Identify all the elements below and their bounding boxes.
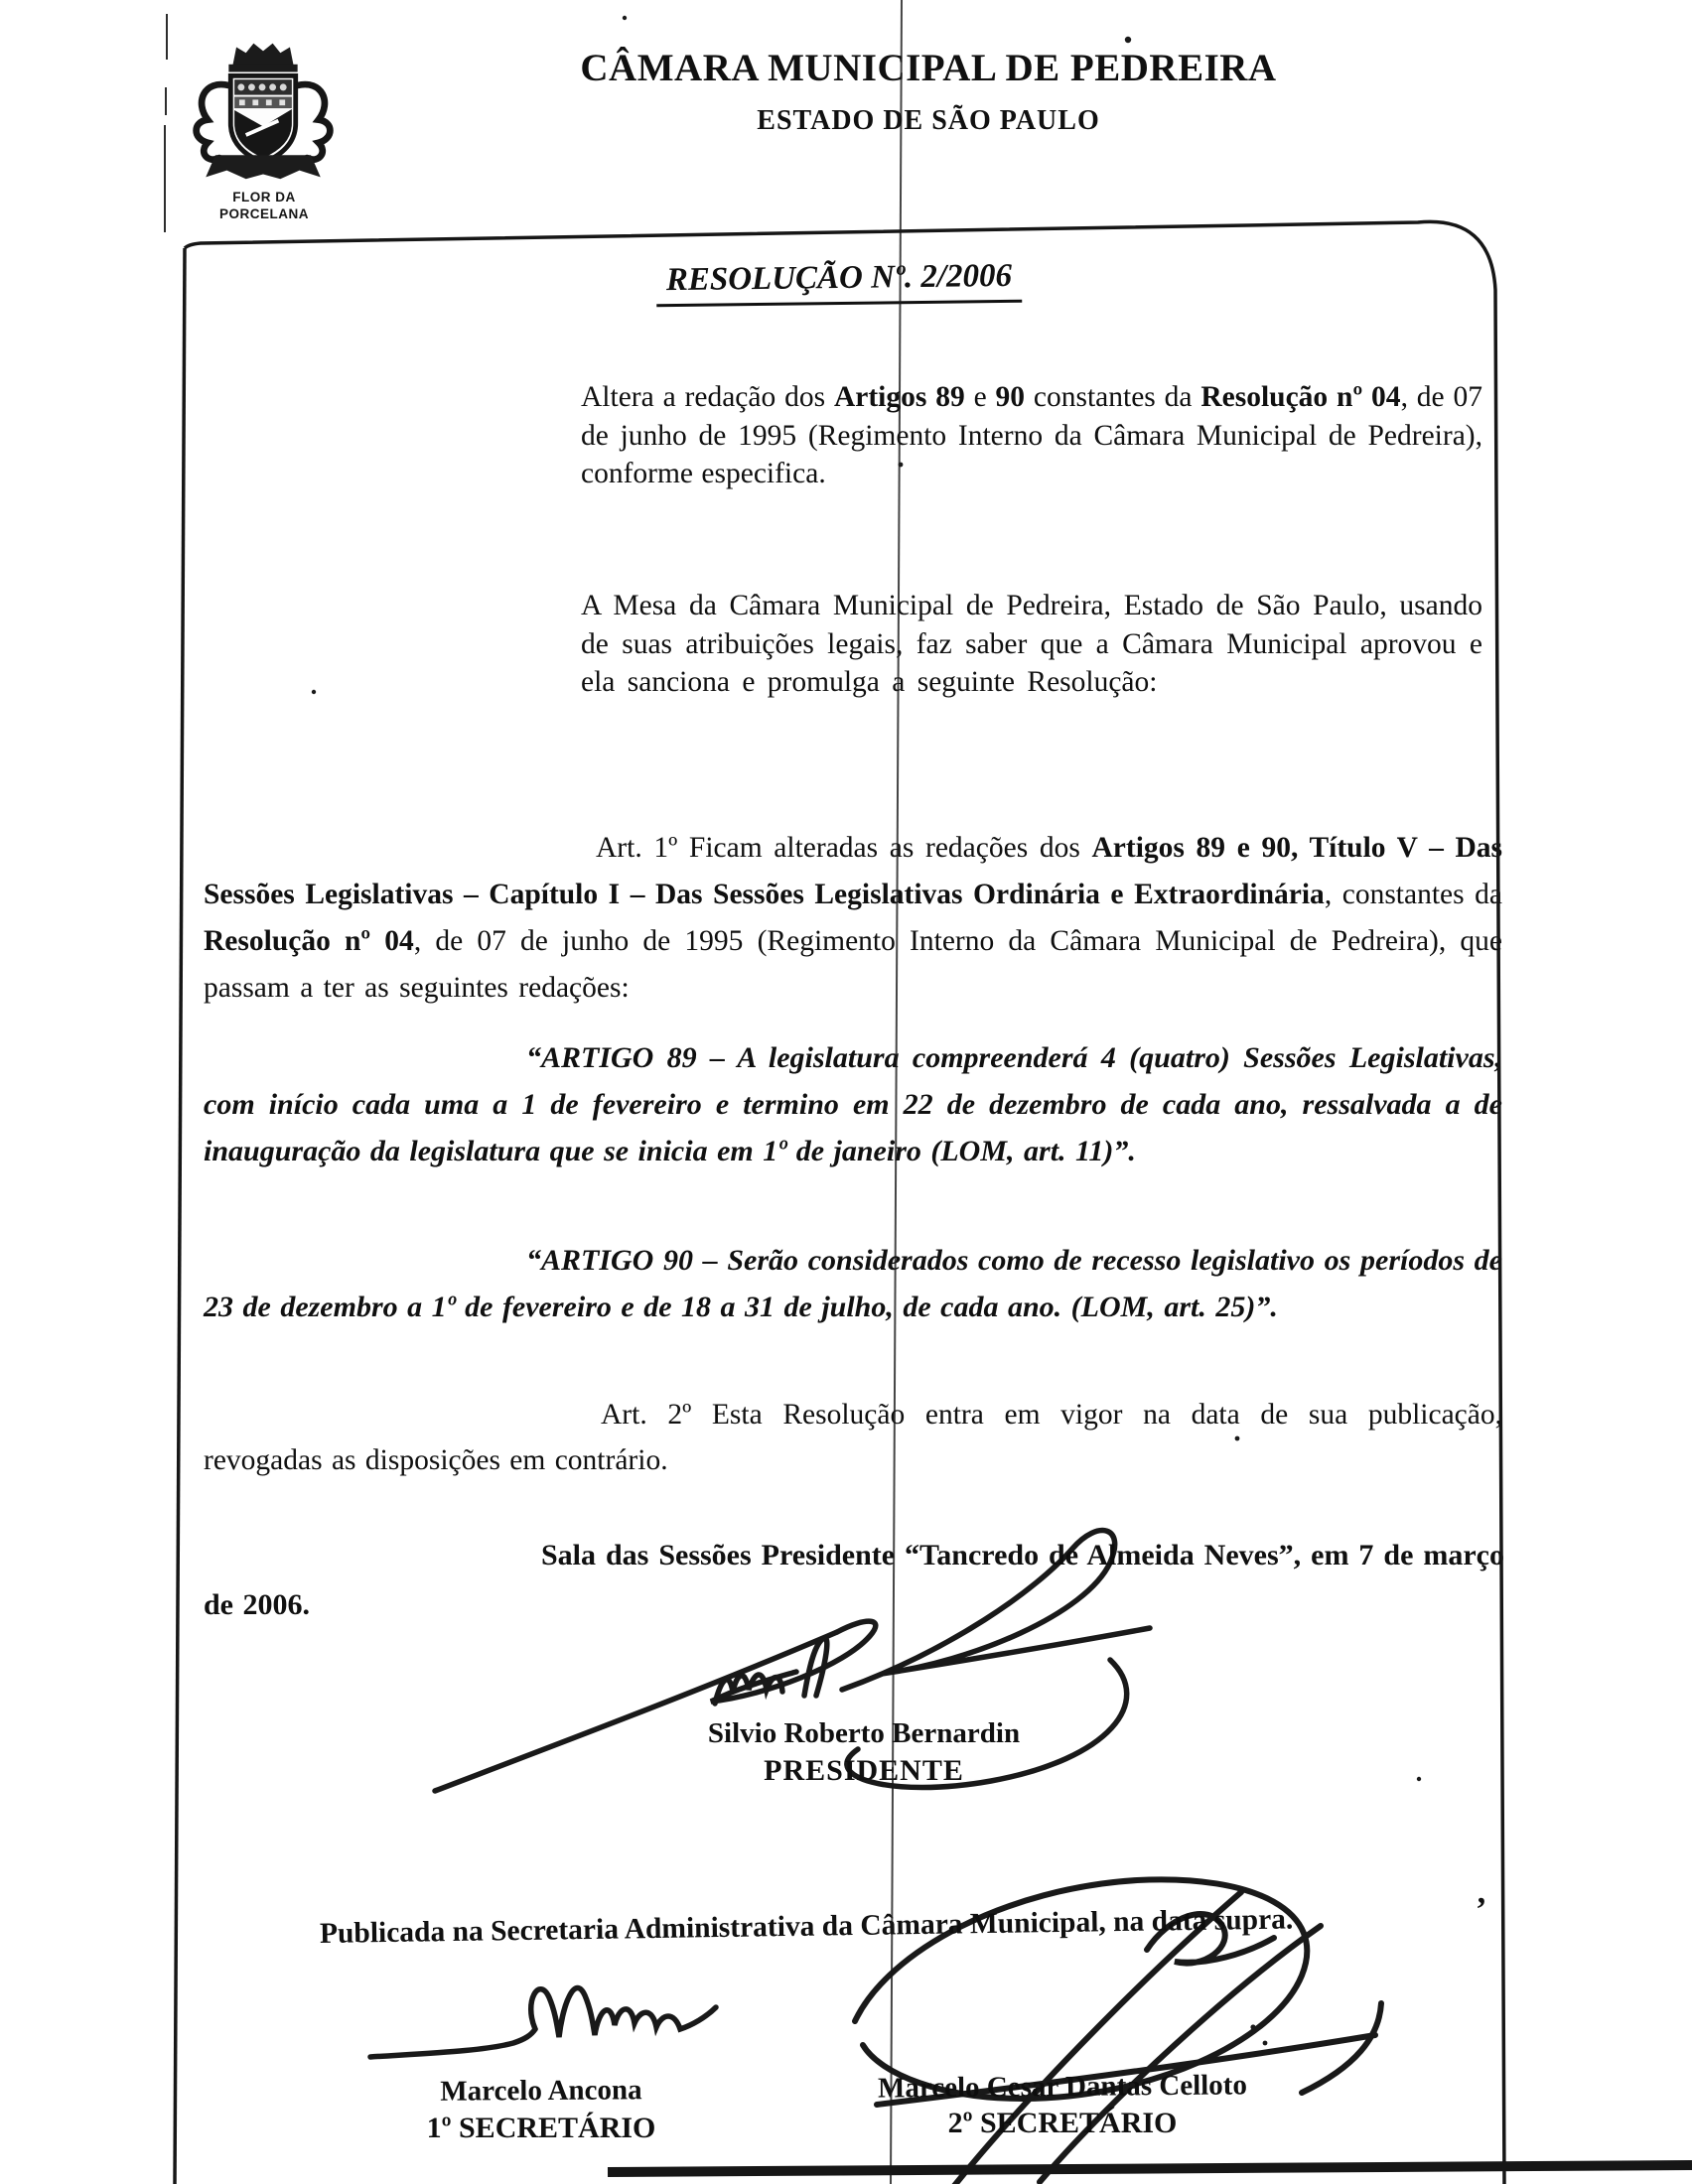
resolution-summary: Altera a redação dos Artigos 89 e 90 constantes da Resolução nº 04, de 07 de junho de 1995 (Regimento Interno da Câmara Municipal de Pedreira), conforme especifica. — [581, 381, 1483, 489]
preamble-paragraph: A Mesa da Câmara Municipal de Pedreira, Estado de São Paulo, usando de suas atribuições legais, faz saber que a Câmara Municipal aprovou e ela sanciona e promulga a seguinte Resolução: — [581, 590, 1482, 698]
crest-motto-line2: PORCELANA — [218, 206, 309, 221]
secretary1-role: 1º SECRETÁRIO — [426, 2112, 656, 2144]
secretary2-role: 2º SECRETÁRIO — [947, 2107, 1178, 2139]
article-1-paragraph: Art. 1º Ficam alteradas as redações dos Artigos 89 e 90, Título V – Das Sessões Legislativas – Capítulo I – Das Sessões Legislativas Ordinária e Extraordinária, constantes da Resolução nº 04, de 07 de junho de 1995 (Regimento Interno da Câmara Municipal de Pedreira), que passam a ter as seguintes redações: — [204, 832, 1503, 1004]
organization-name: CÂMARA MUNICIPAL DE PEDREIRA — [580, 47, 1277, 89]
article-2-paragraph: Art. 2º Esta Resolução entra em vigor na data de sua publicação, revogadas as disposições em contrário. — [204, 1399, 1502, 1476]
president-name: Silvio Roberto Bernardin — [707, 1717, 1021, 1749]
crest-motto-line1: FLOR DA — [232, 190, 296, 205]
resolution-title: RESOLUÇÃO Nº. 2/2006 — [556, 257, 1123, 309]
session-hall-line: Sala das Sessões Presidente “Tancredo de Almeida Neves”, em 7 de março de 2006. — [204, 1539, 1504, 1621]
secretary1-signature — [362, 1966, 770, 2080]
stray-ink-mark: ’ — [1476, 1891, 1487, 1928]
article-90-quote: “ARTIGO 90 – Serão considerados como de recesso legislativo os períodos de 23 de dezembro a 1º de fevereiro e de 18 a 31 de julho, de cada ano. (LOM, art. 25)”. — [204, 1244, 1502, 1323]
crest-motto — [175, 189, 353, 222]
article-89-quote: “ARTIGO 89 – A legislatura compreenderá 4 (quatro) Sessões Legislativas, com início cada uma a 1 de fevereiro e termino em 22 de dezembro de cada ano, ressalvada a de inauguração da legislatura que se inicia em 1º de janeiro (LOM, art. 11)”. — [204, 1041, 1502, 1167]
state-name: ESTADO DE SÃO PAULO — [757, 105, 1100, 136]
secretary1-name: Marcelo Ancona — [440, 2074, 642, 2108]
secretary2-name: Marcelo Cesar Dantas Celloto — [877, 2069, 1248, 2105]
coat-of-arms-icon — [185, 34, 342, 187]
publication-note: Publicada na Secretaria Administrativa da Câmara Municipal, na data supra. — [319, 1903, 1294, 1950]
scan-bottom-edge — [608, 2165, 1692, 2172]
president-role: PRESIDENTE — [764, 1754, 964, 1787]
